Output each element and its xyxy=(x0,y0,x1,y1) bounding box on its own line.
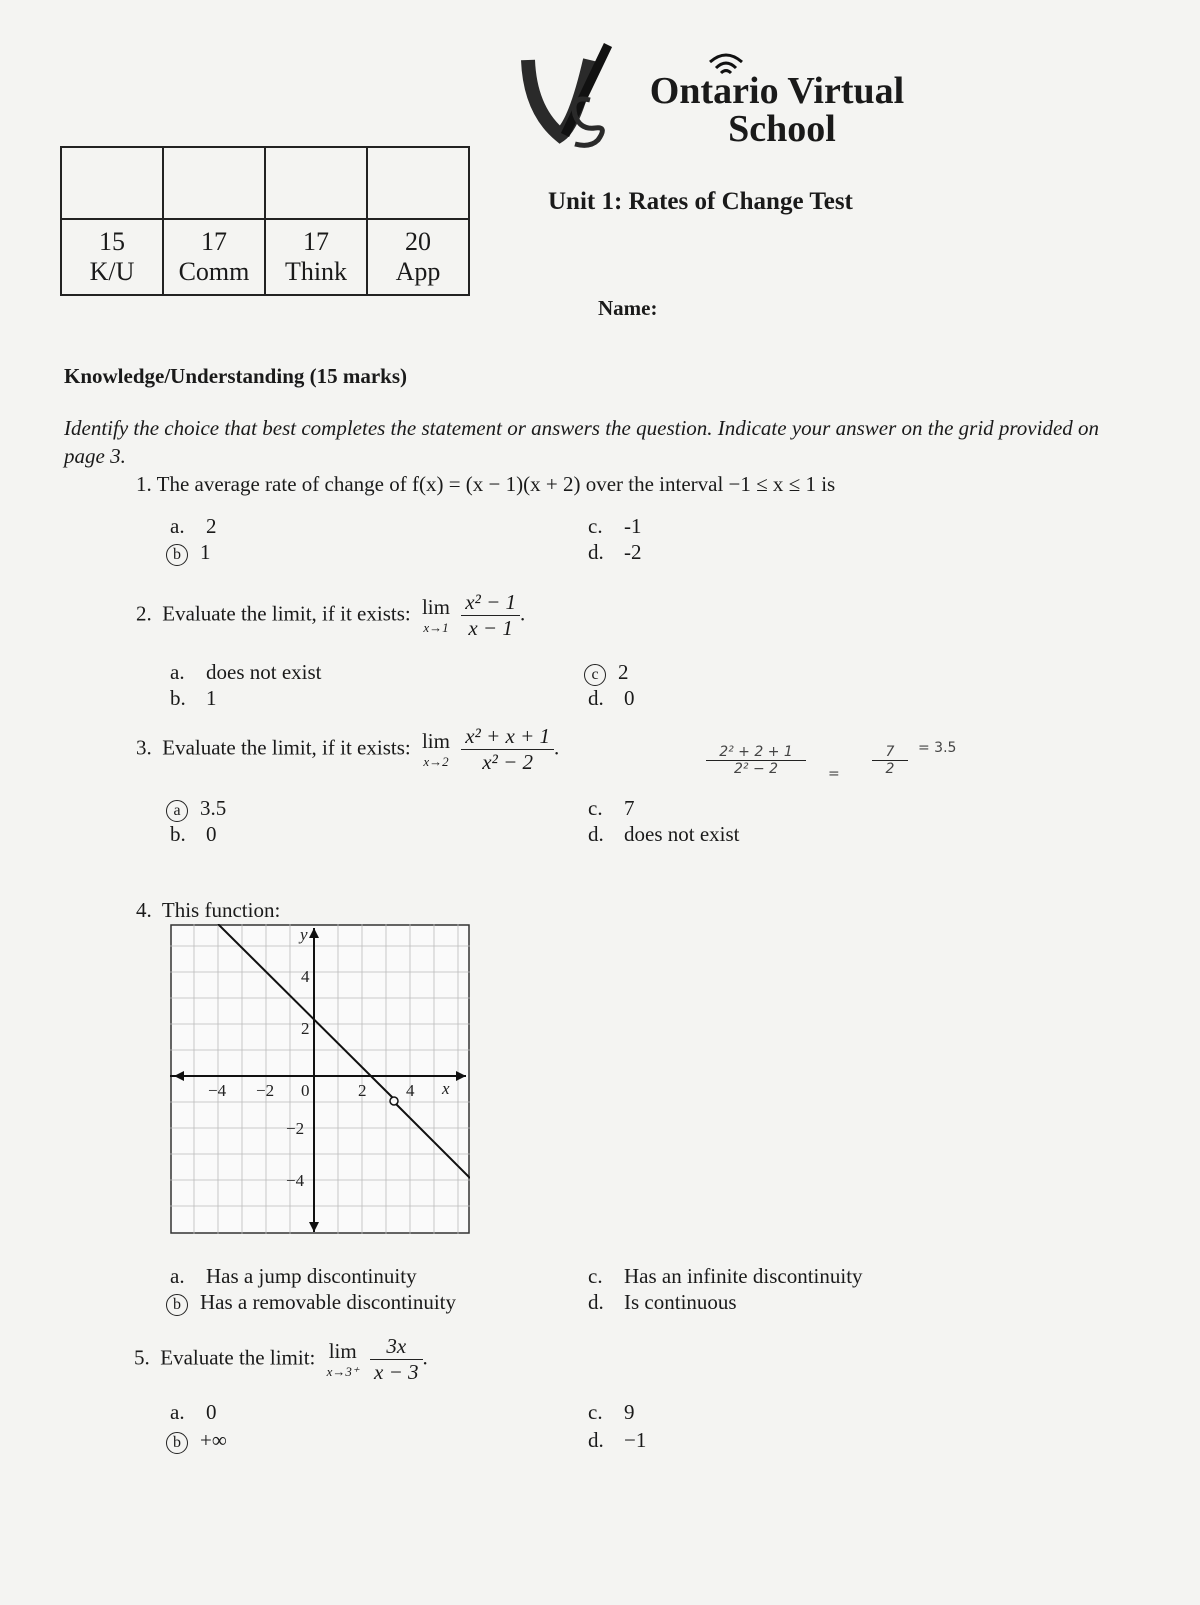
limit-expression: lim x→2 xyxy=(421,729,450,769)
q2-option-c: c 2 xyxy=(588,660,629,686)
q4-option-a: a. Has a jump discontinuity xyxy=(170,1264,417,1288)
x-tick: 4 xyxy=(406,1081,415,1100)
q3-option-d: d. does not exist xyxy=(588,822,740,846)
handwritten-equals: = xyxy=(828,766,840,782)
mark-col-ku: 15 K/U xyxy=(61,219,163,295)
name-label: Name: xyxy=(598,296,658,320)
school-name-line1: Ontario Virtual xyxy=(649,70,905,112)
section-heading: Knowledge/Understanding (15 marks) xyxy=(64,364,408,388)
q5-option-b: b +∞ xyxy=(170,1428,227,1454)
x-tick: −2 xyxy=(256,1081,275,1100)
q3-option-c: c. 7 xyxy=(588,796,635,820)
school-name-line2: School xyxy=(728,108,836,150)
fraction: $\frac{\text{x² + x + 1}}{\text{x² − 2}}$ xyxy=(461,724,554,775)
question-3: 3. Evaluate the limit, if it exists: lim x→2 $\frac{\text{x² + x + 1}}{\text{x² − 2}}$ . xyxy=(136,724,560,774)
q5-option-c: c. 9 xyxy=(588,1400,635,1424)
q2-option-d: d. 0 xyxy=(588,686,635,710)
mark-box-comm xyxy=(163,147,265,219)
selected-circle-icon: c xyxy=(584,664,606,686)
function-graph xyxy=(170,924,470,1234)
y-axis-label: y xyxy=(300,925,308,944)
limit-expression: lim x→3⁺ xyxy=(326,1339,359,1379)
x-tick: 2 xyxy=(358,1081,367,1100)
y-tick: −4 xyxy=(286,1171,305,1190)
selected-circle-icon: b xyxy=(166,544,188,566)
ovs-logo-icon xyxy=(520,40,620,150)
limit-expression: lim x→1 xyxy=(421,595,450,635)
q1-option-a: a. 2 xyxy=(170,514,217,538)
q4-option-b: b Has a removable discontinuity xyxy=(170,1290,456,1316)
q4-option-c: c. Has an infinite discontinuity xyxy=(588,1264,863,1288)
fraction: $\frac{3x}{x - 3}$ xyxy=(370,1334,423,1385)
handwritten-work: $\frac{\text{2² + 2 + 1}}{\text{2² − 2}}$ xyxy=(700,744,806,777)
question-1: 1. The average rate of change of f(x) = (x − 1)(x + 2) over the interval −1 ≤ x ≤ 1 is xyxy=(136,472,836,496)
mark-col-think: 17 Think xyxy=(265,219,367,295)
q1-option-b: b 1 xyxy=(170,540,211,566)
open-circle-icon xyxy=(390,1097,398,1105)
y-tick: 4 xyxy=(301,967,310,986)
mark-col-comm: 17 Comm xyxy=(163,219,265,295)
selected-circle-icon: a xyxy=(166,800,188,822)
q3-option-b: b. 0 xyxy=(170,822,217,846)
q2-option-a: a. does not exist xyxy=(170,660,322,684)
instructions: Identify the choice that best completes the statement or answers the question. Indicate your answer on the grid provided on page 3. xyxy=(64,416,1100,468)
question-2: 2. Evaluate the limit, if it exists: lim x→1 $\frac{\text{x² − 1}}{x - 1}$ . xyxy=(136,590,526,640)
q2-option-b: b. 1 xyxy=(170,686,217,710)
mark-col-app: 20 App xyxy=(367,219,469,295)
mark-box-ku xyxy=(61,147,163,219)
question-5: 5. Evaluate the limit: lim x→3⁺ $\frac{3x}{x - 3}$ . xyxy=(134,1334,428,1384)
handwritten-result: = 3.5 xyxy=(918,740,957,756)
x-tick: −4 xyxy=(208,1081,227,1100)
y-tick: 2 xyxy=(301,1019,310,1038)
y-tick: −2 xyxy=(286,1119,305,1138)
marks-table xyxy=(60,146,470,296)
x-tick: 0 xyxy=(301,1081,310,1100)
test-title: Unit 1: Rates of Change Test xyxy=(548,188,853,215)
selected-circle-icon: b xyxy=(166,1294,188,1316)
q4-option-d: d. Is continuous xyxy=(588,1290,737,1314)
mark-box-app xyxy=(367,147,469,219)
q5-option-d: d. −1 xyxy=(588,1428,647,1452)
q5-option-a: a. 0 xyxy=(170,1400,217,1424)
selected-circle-icon: b xyxy=(166,1432,188,1454)
mark-box-think xyxy=(265,147,367,219)
question-4: 4. This function: xyxy=(136,898,281,922)
q1-option-d: d. -2 xyxy=(588,540,642,564)
q3-option-a: a 3.5 xyxy=(170,796,226,822)
x-axis-label: x xyxy=(442,1079,450,1098)
handwritten-fraction: $\frac{7}{2}$ xyxy=(866,744,908,777)
fraction: $\frac{\text{x² − 1}}{x - 1}$ xyxy=(461,590,520,641)
q1-option-c: c. -1 xyxy=(588,514,642,538)
school-name xyxy=(632,72,922,148)
